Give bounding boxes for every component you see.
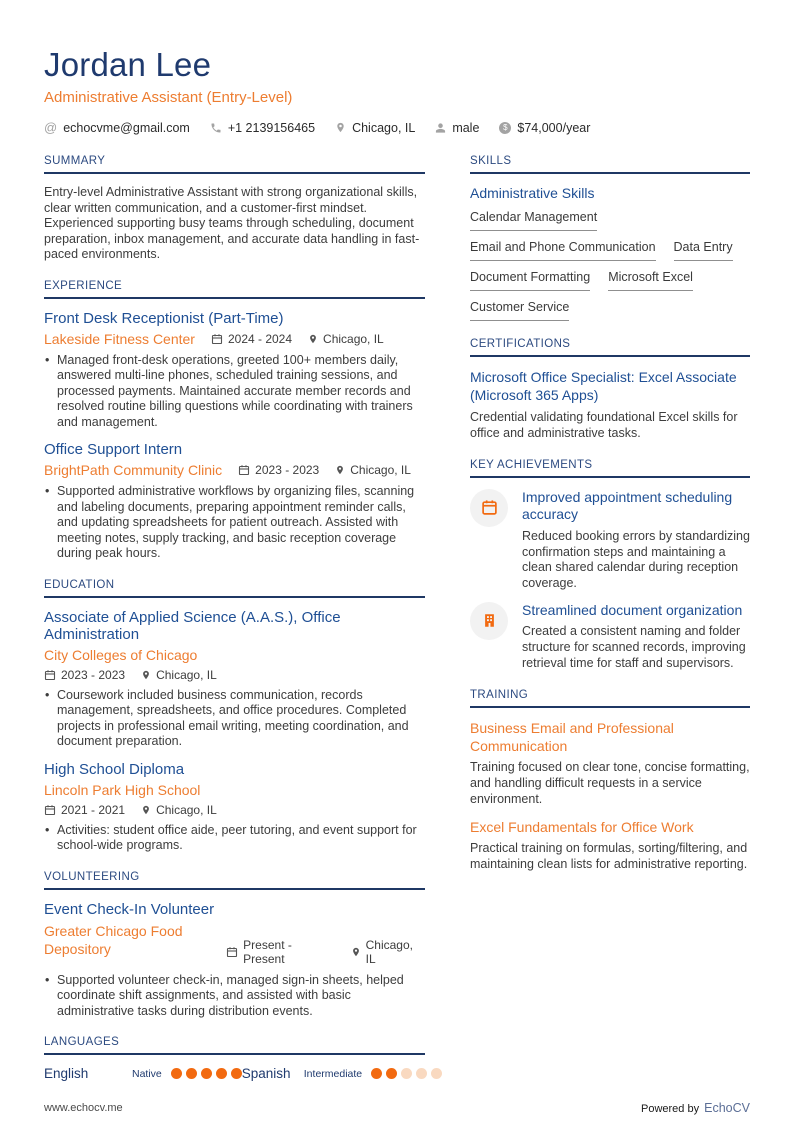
experience-entry bbox=[44, 441, 425, 562]
phone-icon bbox=[210, 122, 222, 134]
language-name: English bbox=[44, 1066, 89, 1081]
education-degree: Associate of Applied Science (A.A.S.), Office Administration bbox=[44, 608, 341, 643]
education-degree: High School Diploma bbox=[44, 760, 185, 778]
candidate-job-title: Administrative Assistant (Entry-Level) bbox=[44, 89, 293, 106]
contact-email-item bbox=[44, 120, 190, 135]
certification-description: Credential validating foundational Excel skills for office and administrative tasks. bbox=[470, 410, 738, 441]
achievement-item bbox=[470, 489, 750, 592]
experience-bullet: • Managed front-desk operations, greeted 100+ members daily, answered multi-line phones, scheduled training sessions, and processed payments. Maintained accurate member records and resolved routine billing questions while coordinating with trainers and management. bbox=[44, 353, 425, 431]
education-school: Lincoln Park High School bbox=[44, 781, 201, 798]
salary-icon: $ bbox=[499, 122, 511, 134]
volunteering-section bbox=[44, 871, 425, 1020]
education-location: Chicago, IL bbox=[156, 667, 217, 682]
achievement-item bbox=[470, 602, 750, 672]
experience-location-item bbox=[308, 332, 384, 346]
achievement-body bbox=[522, 602, 750, 672]
summary-text: Entry-level Administrative Assistant with strong organizational skills, clear written communication, and a customer-first mindset. Experienced supporting busy teams through scheduling, document preparation, inbox management, and accurate data handling in fast-paced environments. bbox=[44, 185, 420, 261]
footer-website-link[interactable]: www.echocv.me bbox=[44, 1102, 123, 1114]
certifications-section bbox=[470, 338, 750, 442]
volunteering-bullet: • Supported volunteer check-in, managed sign-in sheets, helped coordinate shift assignments, and assisted with basic administrative tasks during distribution events. bbox=[44, 973, 425, 1020]
volunteering-location: Chicago, IL bbox=[365, 937, 413, 966]
calendar-icon bbox=[226, 946, 238, 958]
skill-item: Calendar Management bbox=[470, 210, 597, 231]
location-icon bbox=[335, 121, 346, 134]
experience-dates-item bbox=[238, 463, 319, 477]
experience-entry bbox=[44, 310, 425, 431]
summary-section bbox=[44, 155, 425, 263]
location-icon bbox=[351, 946, 361, 958]
language-proficiency-dots bbox=[171, 1068, 242, 1079]
languages-row bbox=[44, 1066, 425, 1081]
education-bullet: • Activities: student office aide, peer tutoring, and event support for school-wide programs. bbox=[44, 823, 425, 854]
experience-location: Chicago, IL bbox=[323, 331, 384, 346]
volunteering-meta bbox=[226, 938, 425, 966]
location-icon bbox=[335, 464, 345, 476]
skill-item: Data Entry bbox=[674, 240, 733, 261]
calendar-icon bbox=[44, 669, 56, 681]
training-section bbox=[470, 689, 750, 873]
contact-row bbox=[44, 120, 750, 135]
powered-by-label: Powered by bbox=[640, 1103, 700, 1115]
achievement-description: Reduced booking errors by standardizing confirmation steps and maintaining a clean shared calendar during reception coverage. bbox=[522, 528, 750, 591]
resume-columns bbox=[0, 155, 794, 1098]
language-level: Native bbox=[132, 1067, 162, 1080]
education-location-item bbox=[141, 803, 217, 817]
education-dates-item bbox=[44, 803, 125, 817]
skill-item: Email and Phone Communication bbox=[470, 240, 656, 261]
experience-company: BrightPath Community Clinic bbox=[44, 462, 223, 478]
training-description: Practical training on formulas, sorting/filtering, and maintaining clean lists for administrative reporting. bbox=[470, 841, 748, 872]
skills-section bbox=[470, 155, 750, 321]
volunteering-role: Event Check-In Volunteer bbox=[44, 900, 215, 918]
volunteering-dates: Present - Present bbox=[243, 937, 292, 966]
contact-salary-item bbox=[499, 121, 590, 135]
education-bullet: • Coursework included business communication, records management, spreadsheets, and office procedures. Completed projects in professional email writing, meeting coordination, and document preparation. bbox=[44, 688, 425, 750]
experience-dates: 2024 - 2024 bbox=[227, 331, 293, 346]
education-entry bbox=[44, 609, 425, 750]
education-entry bbox=[44, 761, 425, 854]
contact-location-item bbox=[335, 121, 415, 135]
experience-company: Lakeside Fitness Center bbox=[44, 330, 195, 347]
location-icon bbox=[141, 669, 151, 681]
contact-location: Chicago, IL bbox=[352, 120, 416, 135]
languages-section bbox=[44, 1036, 425, 1081]
language-name: Spanish bbox=[241, 1066, 291, 1081]
resume-header bbox=[0, 0, 794, 135]
achievement-title: Streamlined document organization bbox=[522, 601, 743, 618]
contact-gender: male bbox=[452, 120, 480, 135]
volunteering-heading: VOLUNTEERING bbox=[44, 871, 425, 890]
contact-salary: $74,000/year bbox=[517, 120, 591, 135]
brand-link[interactable]: EchoCV bbox=[704, 1101, 750, 1115]
at-icon: @ bbox=[44, 120, 58, 135]
training-heading: TRAINING bbox=[470, 689, 750, 708]
experience-location-item bbox=[335, 463, 411, 477]
experience-location: Chicago, IL bbox=[350, 463, 411, 477]
page-footer bbox=[44, 1101, 750, 1115]
certification-title: Microsoft Office Specialist: Excel Associate (Microsoft 365 Apps) bbox=[470, 369, 737, 404]
experience-bullet: • Supported administrative workflows by organizing files, scanning and labeling documents, preparing appointment reminder calls, and updating spreadsheets for patient outreach. Assisted with meeting notes, supply tracking, and basic reception coverage during peak hours. bbox=[44, 484, 425, 562]
training-description: Training focused on clear tone, concise formatting, and handling difficult requests in a service environment. bbox=[470, 760, 750, 806]
training-title: Business Email and Professional Communication bbox=[470, 719, 674, 754]
candidate-name: Jordan Lee bbox=[44, 46, 212, 83]
achievements-section bbox=[470, 459, 750, 672]
calendar-icon bbox=[211, 333, 223, 345]
experience-job-title: Front Desk Receptionist (Part-Time) bbox=[44, 309, 284, 327]
skills-heading: SKILLS bbox=[470, 155, 750, 174]
education-dates: 2023 - 2023 bbox=[61, 667, 126, 682]
summary-heading: SUMMARY bbox=[44, 155, 425, 174]
skill-item: Microsoft Excel bbox=[608, 270, 693, 291]
contact-phone-item bbox=[210, 121, 315, 135]
building-icon bbox=[470, 602, 508, 640]
achievement-title: Improved appointment scheduling accuracy bbox=[522, 488, 733, 523]
achievements-heading: KEY ACHIEVEMENTS bbox=[470, 459, 750, 478]
achievement-description: Created a consistent naming and folder structure for scanned records, improving retrieval time for staff and supervisors. bbox=[522, 624, 746, 670]
volunteering-location-item bbox=[351, 938, 425, 966]
volunteering-organization: Greater Chicago Food Depository bbox=[44, 922, 183, 957]
calendar-icon bbox=[238, 464, 250, 476]
experience-heading: EXPERIENCE bbox=[44, 280, 425, 299]
certifications-heading: CERTIFICATIONS bbox=[470, 338, 750, 357]
volunteering-entry bbox=[44, 901, 425, 1020]
person-icon bbox=[435, 122, 446, 134]
contact-phone: +1 2139156465 bbox=[227, 120, 316, 135]
volunteering-meta-row bbox=[44, 922, 425, 966]
achievement-body bbox=[522, 489, 750, 592]
experience-bullets bbox=[44, 484, 425, 562]
experience-bullets bbox=[44, 353, 425, 431]
calendar-icon bbox=[470, 489, 508, 527]
education-heading: EDUCATION bbox=[44, 579, 425, 598]
training-item bbox=[470, 719, 750, 808]
skills-list bbox=[470, 210, 750, 321]
experience-job-title: Office Support Intern bbox=[44, 441, 183, 458]
left-column bbox=[44, 155, 425, 1098]
education-meta-row bbox=[44, 803, 425, 817]
education-bullets bbox=[44, 823, 425, 854]
education-meta-row bbox=[44, 668, 425, 682]
contact-gender-item bbox=[435, 121, 479, 135]
skill-item: Document Formatting bbox=[470, 270, 590, 291]
location-icon bbox=[308, 333, 318, 345]
skill-item: Customer Service bbox=[470, 300, 569, 321]
volunteering-bullets bbox=[44, 973, 425, 1020]
experience-dates-item bbox=[211, 332, 292, 346]
experience-meta-row bbox=[44, 462, 425, 478]
calendar-icon bbox=[44, 804, 56, 816]
location-icon bbox=[141, 804, 151, 816]
contact-email: echocvme@gmail.com bbox=[63, 120, 190, 135]
education-bullets bbox=[44, 688, 425, 750]
skills-group-title: Administrative Skills bbox=[470, 185, 595, 201]
language-proficiency-dots bbox=[371, 1068, 442, 1079]
education-location: Chicago, IL bbox=[156, 802, 217, 817]
powered-by bbox=[641, 1101, 750, 1115]
education-location-item bbox=[141, 668, 217, 682]
education-dates-item bbox=[44, 668, 125, 682]
volunteering-dates-item bbox=[226, 938, 334, 966]
education-school: City Colleges of Chicago bbox=[44, 646, 198, 663]
languages-heading: LANGUAGES bbox=[44, 1036, 425, 1055]
training-item bbox=[470, 818, 750, 873]
experience-section bbox=[44, 280, 425, 562]
right-column bbox=[470, 155, 750, 1098]
language-item bbox=[44, 1066, 242, 1081]
training-title: Excel Fundamentals for Office Work bbox=[470, 819, 694, 836]
experience-dates: 2023 - 2023 bbox=[255, 463, 320, 477]
education-section bbox=[44, 579, 425, 854]
language-level: Intermediate bbox=[303, 1067, 363, 1080]
experience-meta-row bbox=[44, 331, 425, 347]
education-dates: 2021 - 2021 bbox=[61, 802, 126, 817]
language-item bbox=[242, 1066, 442, 1081]
